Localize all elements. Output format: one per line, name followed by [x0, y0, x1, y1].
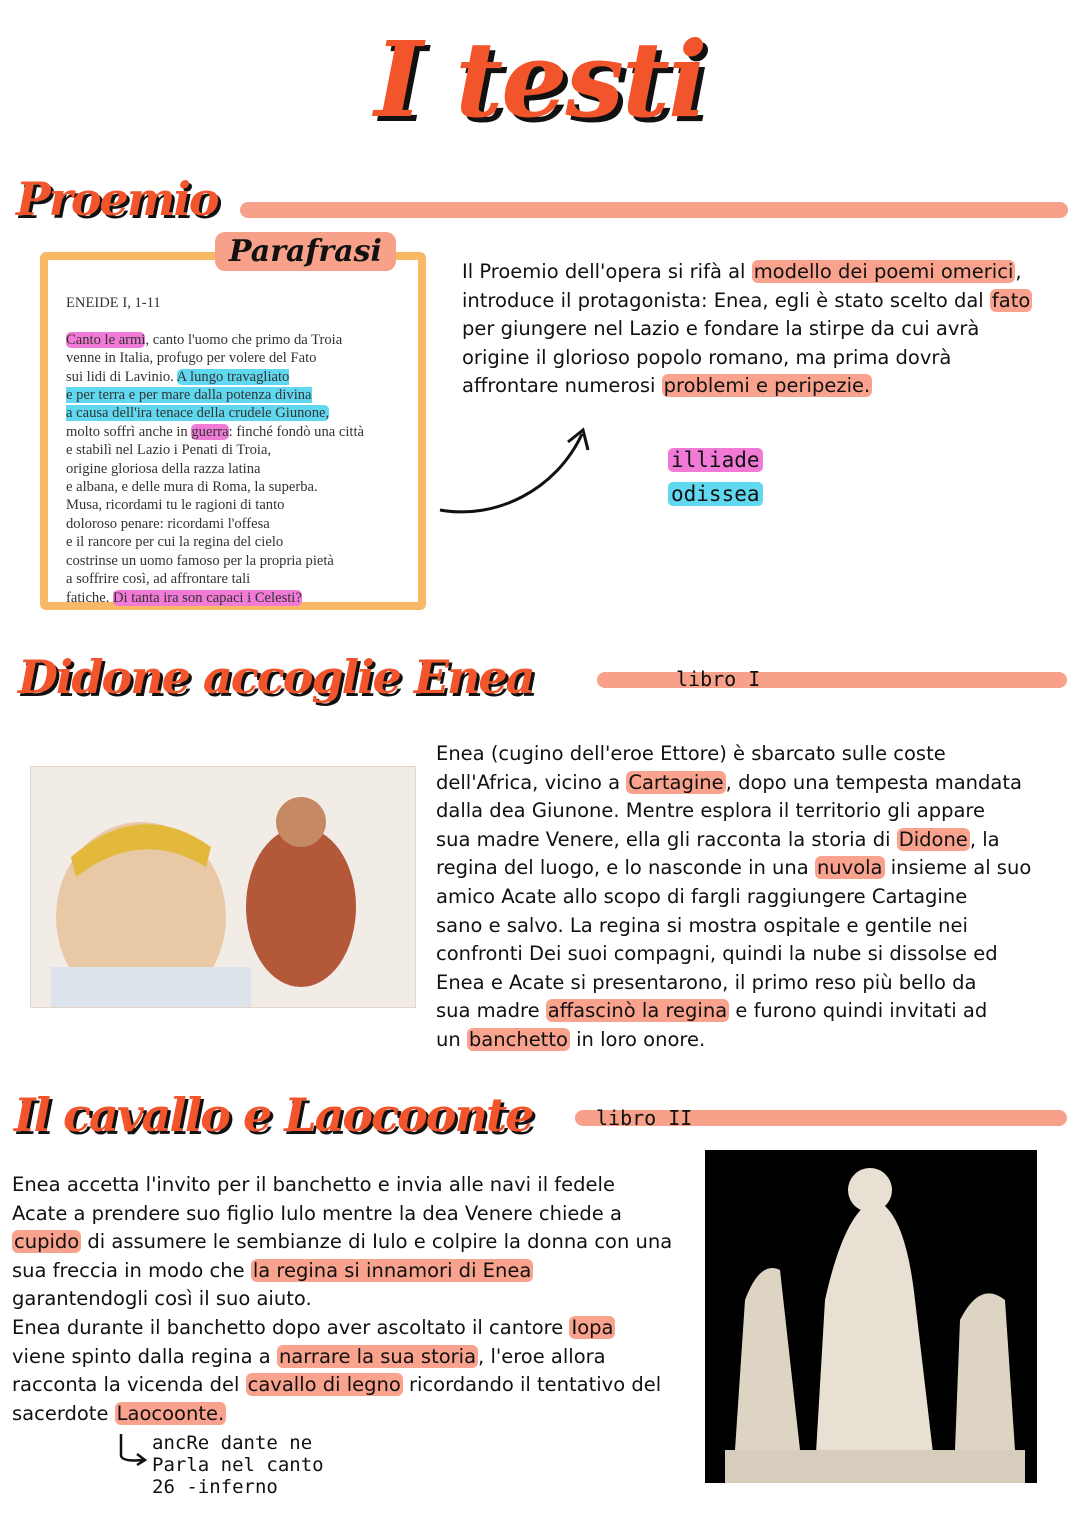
highlighted-text: nuvola — [816, 856, 883, 880]
text-segment: di assumere le sembianze di Iulo e colpire la donna con una sua freccia in modo che — [12, 1230, 673, 1282]
highlighted-text: Laocoonte. — [116, 1401, 225, 1425]
poem-header: ENEIDE I, 1-11 — [66, 295, 161, 312]
didone-enea-illustration — [30, 766, 416, 1008]
text-segment: , l'eroe allora racconta la vicenda del — [12, 1344, 606, 1397]
highlighted-text: Canto le armi — [66, 331, 146, 348]
highlighted-text: guerra — [191, 423, 229, 440]
note-illiade: illiade — [668, 448, 763, 472]
highlighted-text: narrare la sua storia — [278, 1344, 477, 1368]
highlighted-text: cupido — [14, 1230, 80, 1254]
text-segment: in loro onore. — [569, 1027, 706, 1051]
proemio-text — [462, 258, 1032, 401]
arrow-icon — [436, 420, 596, 520]
section-heading-didone: Didone accoglie Enea — [18, 650, 534, 704]
highlighted-text: banchetto — [468, 1027, 568, 1051]
laocoonte-statue-photo — [705, 1150, 1037, 1483]
highlighted-text: la regina si innamori di Enea — [252, 1258, 532, 1282]
highlighted-text: A lungo travagliato e per terra e per mare dalla potenza divina a causa dell'ira tenace della crudele Giunone, — [66, 368, 330, 422]
text-segment: Enea (cugino dell'eroe Ettore) è sbarcato sulle coste dell'Africa, vicino a — [436, 742, 946, 794]
highlighted-text: Didone — [898, 827, 968, 851]
highlighted-text: fato — [991, 288, 1031, 312]
book-label: libro I — [676, 667, 761, 691]
highlighted-text: Cartagine — [628, 770, 724, 794]
didone-text — [436, 740, 1031, 1055]
highlighted-text: affascinò la regina — [547, 999, 728, 1023]
corner-arrow-icon — [115, 1432, 151, 1468]
text-segment: viene spinto dalla regina a — [12, 1344, 271, 1368]
highlighted-text: Iopa — [571, 1315, 614, 1339]
highlighted-text: problemi e peripezie. — [663, 374, 871, 398]
text-segment: : finché fondò una città e stabilì nel Lazio i Penati di Troia, origine gloriosa della razza latina e albana, e delle mura di Roma, la superba. Musa, ricordami tu le ragioni di tanto doloroso penare: ricordami l'offesa e il rancore per cui la regina del cielo costrinse un uomo famoso per la propria pietà a soffrire così, ad affrontare tali fatiche. — [66, 423, 365, 606]
book-label: libro II — [596, 1106, 693, 1130]
handwritten-note: ancRe dante ne Parla nel canto 26 -inferno — [152, 1432, 324, 1498]
text-segment: , dopo una tempesta mandata dalla dea Giunone. Mentre esplora il territorio gli appare sua madre Venere, ella gli racconta la storia di — [436, 770, 1022, 851]
text-segment: molto soffrì anche in — [66, 423, 188, 440]
section-divider — [240, 202, 1068, 218]
poem-excerpt — [66, 276, 364, 607]
cavallo-text — [12, 1171, 672, 1428]
text-segment: e furono quindi invitati ad un — [436, 999, 988, 1051]
section-heading-proemio: Proemio — [16, 172, 218, 226]
highlighted-text: Di tanta ira son capaci i Celesti? — [113, 589, 302, 606]
text-segment: , canto l'uomo che primo da Troia venne in Italia, profugo per volere del Fato sui lidi di Lavinio. — [66, 331, 343, 385]
section-divider — [597, 672, 1067, 688]
text-segment: insieme al suo amico Acate allo scopo di fargli raggiungere Cartagine sano e salvo. La regina si mostra ospitale e gentile nei confronti Dei suoi compagni, quindi la nube si dissolse ed Enea e Acate si presentarono, il primo reso più bello da sua madre — [436, 856, 1032, 1023]
highlighted-text: cavallo di legno — [247, 1373, 401, 1397]
text-segment: Il Proemio dell'opera si rifà al — [462, 260, 752, 283]
text-segment: per giungere nel Lazio e fondare la stirpe da cui avrà origine il glorioso popolo romano, ma prima dovrà affrontare numerosi — [462, 317, 980, 398]
text-segment: Enea accetta l'invito per il banchetto e invia alle navi il fedele Acate a prendere suo figlio Iulo mentre la dea Venere chiede a — [12, 1173, 622, 1225]
paraphrase-label: Parafrasi — [215, 232, 396, 271]
page-title: I testi — [374, 18, 706, 141]
note-odissea: odissea — [668, 482, 763, 506]
section-heading-cavallo: Il cavallo e Laocoonte — [14, 1088, 533, 1142]
text-segment: garantendogli così il suo aiuto. Enea durante il banchetto dopo aver ascoltato il cantore — [12, 1287, 564, 1339]
highlighted-text: modello dei poemi omerici — [753, 260, 1014, 283]
text-segment: , la regina del luogo, e lo nasconde in una — [436, 827, 1000, 880]
text-segment: , introduce il protagonista: Enea, egli è stato scelto dal — [462, 260, 1022, 312]
text-segment: ricordando il tentativo del sacerdote — [12, 1373, 662, 1425]
